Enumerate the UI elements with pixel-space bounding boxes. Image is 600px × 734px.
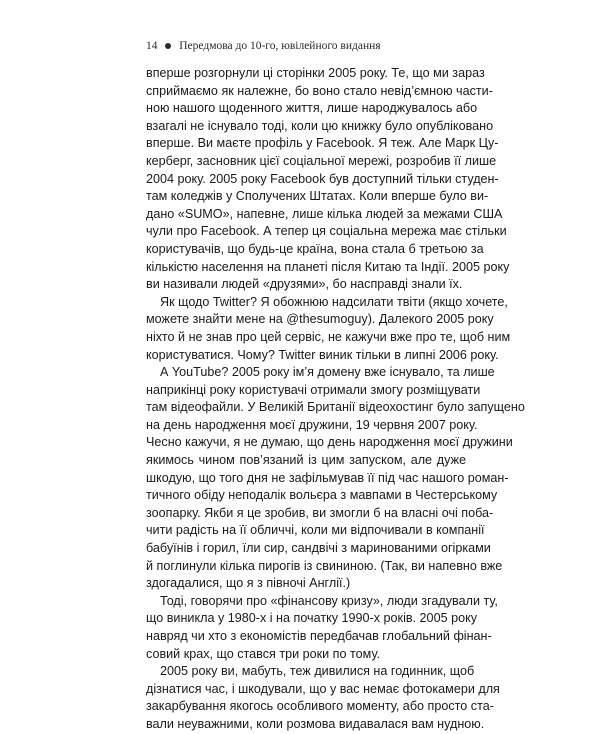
text-line: вперше. Ви маєте профіль у Facebook. Я теж. Але Марк Цу- (146, 136, 499, 151)
text-line: сприймаємо як належне, бо воно стало невід’ємною части- (146, 83, 493, 98)
text-line: Як щодо Twitter? Я обожнюю надсилати твіти (якщо хочете, (160, 294, 508, 309)
page-number: 14 (146, 40, 158, 52)
text-line: шкодую, що того дня не зафільмував її під час нашого роман- (146, 470, 509, 485)
text-line: Тоді, говорячи про «фінансову кризу», люди згадували ту, (160, 593, 498, 608)
text-line: й поглинули кілька пирогів із свининою. (Так, ви напевно вже (146, 558, 503, 573)
text-line: 2004 року. 2005 року Facebook був доступний тільки студен- (146, 171, 499, 186)
text-line: тичного обіду неподалік вольєра з мавпами в Честерському (146, 488, 498, 503)
text-line: чити радість на її обличчі, коли ми відпочивали в компанії (146, 523, 485, 538)
text-line: там відеофайли. У Великій Британії відеохостинг було запущено (146, 400, 525, 415)
text-line: дізнатися час, і шкодували, що у вас немає фотокамери для (146, 681, 500, 696)
text-line: навряд чи хто з економістів передбачав глобальний фінан- (146, 629, 492, 643)
text-line: вперше розгорнули ці сторінки 2005 року. Те, що ми зараз (146, 66, 485, 80)
text-line: здогадалися, що я з півночі Англії.) (146, 576, 351, 591)
paragraph (146, 364, 525, 593)
text-line: Чесно кажучи, я не думаю, що день народження моєї дружини (146, 435, 513, 450)
text-line: совий крах, що стався три роки по тому. (146, 646, 380, 661)
text-line: ною нашого щоденного життя, лише народжувалось або (146, 101, 478, 116)
text-line: закарбування якогось особливого моменту, або просто ста- (146, 699, 494, 714)
text-line: А YouTube? 2005 року ім’я домену вже існувало, та лише (160, 365, 495, 380)
running-head-title: Передмова до 10-го, ювілейного видання (179, 40, 381, 52)
text-line: кількістю населення на планеті після Китаю та Індії. 2005 року (146, 259, 510, 274)
text-line: ніхто й не знав про цей сервіс, не кажучи вже про те, щоб ним (146, 329, 511, 344)
text-line: там коледжів у Сполучених Штатах. Коли вперше було ви- (146, 189, 489, 204)
text-line: вали неуважними, коли розмова видавалася вам нудною. (146, 716, 485, 731)
text-line: наприкінці року користувачі отримали змогу розміщувати (146, 382, 481, 397)
text-line: дано «SUMO», напевне, лише кілька людей за межами США (146, 206, 503, 221)
text-line: якимось чином пов’язаний із цим запуском, але дуже (146, 453, 466, 468)
text-line: взагалі не існувало тоді, коли цю книжку було опубліковано (146, 118, 494, 133)
text-line: що виникла у 1980-х і на початку 1990-х років. 2005 року (146, 611, 478, 626)
text-line: чули про Facebook. А тепер ця соціальна мережа має стільки (146, 224, 507, 239)
text-line: бабуїнів і горил, їли сир, сандвічі з маринованими огірками (146, 541, 491, 556)
text-line: керберг, засновник цієї соціальної мережі, розробив її лише (146, 153, 497, 168)
text-line: зоопарку. Якби я це зробив, ви змогли б на власні очі поба- (146, 505, 494, 520)
bullet-separator-icon (165, 43, 171, 49)
body-text (146, 65, 525, 734)
paragraph (146, 65, 510, 294)
text-line: ви називали людей «друзями», бо насправді знали їх. (146, 277, 463, 292)
running-head (146, 40, 381, 52)
paragraph (146, 663, 500, 733)
text-line: користувачів, що будь-це країна, вона стала б третьою за (146, 241, 484, 256)
text-line: на день народження моєї дружини, 19 червня 2007 року. (146, 417, 478, 432)
text-line: 2005 року ви, мабуть, теж дивилися на годинник, щоб (160, 664, 475, 679)
text-line: користуватися. Чому? Twitter виник тільки в липні 2006 року. (146, 347, 499, 362)
paragraph (146, 294, 511, 364)
paragraph (146, 593, 498, 663)
text-line: можете знайти мене на @thesumoguy). Далекого 2005 року (146, 312, 494, 327)
